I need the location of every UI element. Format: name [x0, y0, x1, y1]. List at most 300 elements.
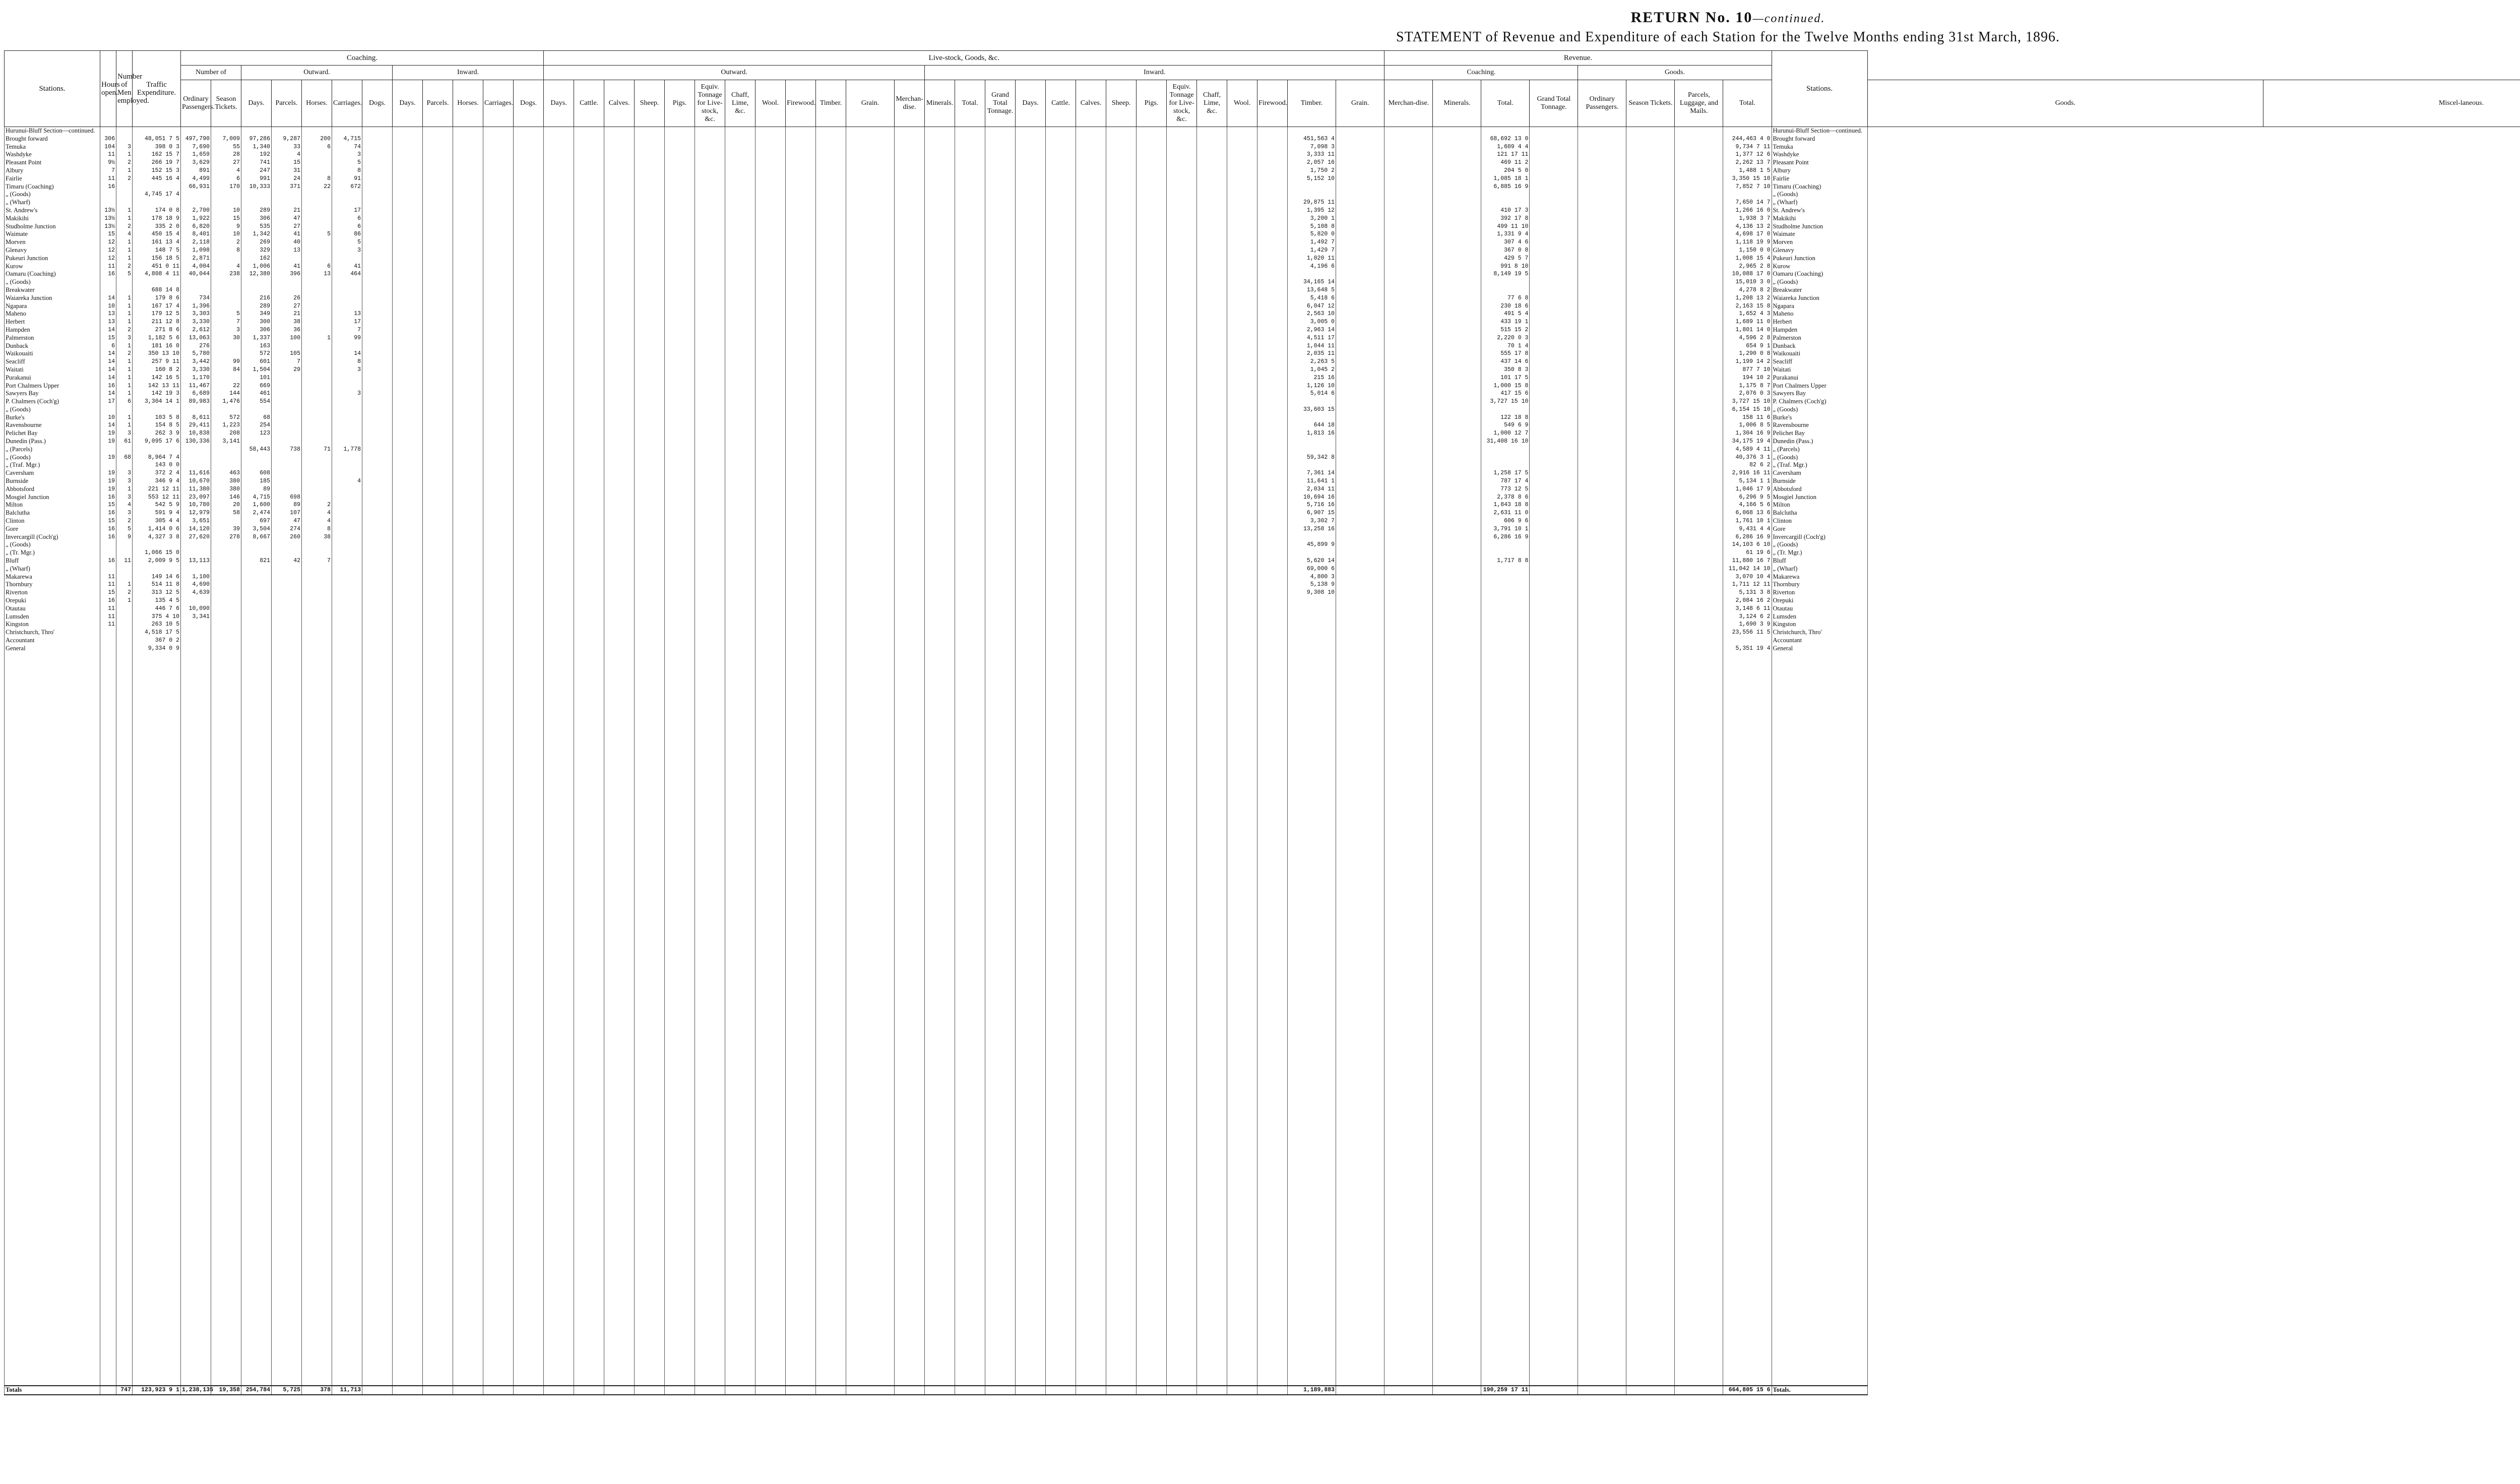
cell-empty	[514, 199, 544, 207]
cell-empty	[1578, 175, 1626, 183]
cell-empty	[1046, 796, 1076, 804]
cell-empty	[695, 589, 725, 597]
cell-passengers	[181, 461, 211, 469]
cell-empty	[1197, 342, 1227, 350]
cell-hours	[100, 278, 116, 286]
table-row	[5, 398, 2520, 406]
cell-hours: 11	[100, 175, 116, 183]
cell-empty	[1675, 517, 1723, 525]
cell-empty	[1257, 613, 1288, 621]
cell-empty	[695, 716, 725, 724]
cell-empty	[1384, 660, 1433, 668]
cell-empty	[1106, 278, 1137, 286]
cell-empty	[846, 724, 895, 732]
cell-empty	[755, 597, 786, 605]
cell-empty	[1106, 255, 1137, 263]
cell-empty	[1106, 549, 1137, 557]
cell-empty	[453, 836, 483, 844]
cell-empty	[116, 812, 133, 820]
cell-empty	[393, 477, 423, 485]
cell-empty	[816, 621, 846, 629]
cell-empty	[1227, 693, 1257, 701]
cell-empty	[116, 653, 133, 661]
cell-empty	[1016, 836, 1046, 844]
cell-station: Hampden	[5, 326, 100, 334]
cell-empty	[514, 135, 544, 143]
cell-empty	[604, 406, 635, 414]
cell-season: 3,141	[211, 438, 241, 446]
cell-empty	[1046, 533, 1076, 541]
cell-empty	[211, 740, 241, 748]
cell-empty	[272, 836, 302, 844]
cell-empty	[1016, 724, 1046, 732]
table-row	[5, 238, 2520, 246]
cell-empty	[1016, 748, 1046, 756]
cell-empty	[725, 438, 755, 446]
cell-empty	[1626, 438, 1675, 446]
cell-empty	[955, 199, 985, 207]
cell-empty	[181, 788, 211, 796]
cell-total-value: 3,124 6 2	[1723, 613, 1772, 621]
cell-empty	[574, 477, 604, 485]
cell-season: 15	[211, 215, 241, 223]
cell-empty	[695, 660, 725, 668]
cell-empty	[423, 804, 453, 812]
cell-empty	[483, 398, 514, 406]
cell-empty	[846, 780, 895, 788]
cell-empty	[423, 461, 453, 469]
cell-empty	[755, 230, 786, 238]
cell-empty	[755, 454, 786, 462]
cell-empty	[1257, 294, 1288, 302]
cell-empty	[1384, 493, 1433, 502]
cell-revenue-total: 1,258 17 5	[1481, 469, 1530, 477]
cell-empty	[423, 828, 453, 836]
cell-season: 5	[211, 310, 241, 318]
cell-empty	[1578, 127, 1626, 135]
cell-empty	[1530, 621, 1578, 629]
cell-empty	[100, 820, 116, 828]
cell-staff	[116, 637, 133, 645]
cell-empty	[955, 485, 985, 493]
cell-empty	[816, 589, 846, 597]
cell-empty	[1167, 740, 1197, 748]
cell-empty	[1227, 868, 1257, 876]
cell-horses: 260	[272, 533, 302, 541]
cell-empty	[1106, 828, 1137, 836]
cell-total-value: 4,596 2 8	[1723, 334, 1772, 342]
cell-empty	[1076, 230, 1106, 238]
cell-empty	[574, 485, 604, 493]
cell-empty	[1530, 597, 1578, 605]
cell-empty	[1723, 780, 1772, 788]
cell-empty	[1076, 485, 1106, 493]
cell-empty	[895, 796, 925, 804]
cell-empty	[362, 438, 393, 446]
cell-empty	[393, 167, 423, 175]
cell-empty	[1167, 191, 1197, 199]
cell-empty	[786, 207, 816, 215]
cell-empty	[1675, 589, 1723, 597]
cell-empty	[985, 318, 1016, 326]
cell-empty	[1772, 844, 1867, 852]
cell-empty	[925, 868, 955, 876]
cell-empty	[1076, 788, 1106, 796]
cell-hours: 19	[100, 477, 116, 485]
cell-empty	[1626, 597, 1675, 605]
cell-empty	[116, 716, 133, 724]
cell-empty	[1772, 716, 1867, 724]
cell-dogs: 86	[332, 230, 362, 238]
cell-empty	[423, 191, 453, 199]
cell-empty	[786, 406, 816, 414]
cell-empty	[1433, 668, 1481, 676]
cell-empty	[786, 238, 816, 246]
cell-empty	[1257, 493, 1288, 502]
cell-empty	[816, 207, 846, 215]
cell-empty	[895, 183, 925, 191]
cell-empty	[453, 135, 483, 143]
cell-empty	[1626, 485, 1675, 493]
cell-empty	[393, 294, 423, 302]
filler-row	[5, 748, 2520, 756]
cell-total-value: 1,150 0 0	[1723, 246, 1772, 255]
cell-tonnage: 3,333 11	[1288, 151, 1336, 159]
cell-empty	[604, 191, 635, 199]
cell-empty	[925, 589, 955, 597]
cell-parcels: 601	[241, 358, 272, 366]
cell-staff	[116, 286, 133, 294]
cell-empty	[1578, 302, 1626, 311]
cell-empty	[1257, 127, 1288, 135]
cell-empty	[695, 263, 725, 271]
cell-empty	[665, 748, 695, 756]
cell-empty	[786, 820, 816, 828]
cell-empty	[544, 748, 574, 756]
cell-empty	[786, 780, 816, 788]
cell-empty	[816, 469, 846, 477]
cell-empty	[393, 255, 423, 263]
cell-empty	[1336, 127, 1384, 135]
cell-staff	[116, 565, 133, 573]
cell-empty	[725, 263, 755, 271]
cell-empty	[362, 270, 393, 278]
cell-empty	[665, 151, 695, 159]
cell-empty	[1626, 668, 1675, 676]
cell-empty	[1046, 820, 1076, 828]
cell-staff: 61	[116, 438, 133, 446]
cell-empty	[544, 223, 574, 231]
cell-empty	[1578, 589, 1626, 597]
cell-empty	[1257, 772, 1288, 780]
cell-empty	[1257, 246, 1288, 255]
cell-empty	[133, 732, 181, 740]
cell-empty	[362, 263, 393, 271]
cell-empty	[816, 549, 846, 557]
cell-passengers: 66,931	[181, 183, 211, 191]
cell-empty	[453, 629, 483, 637]
cell-empty	[846, 693, 895, 701]
cell-empty	[786, 573, 816, 581]
cell-empty	[393, 541, 423, 549]
cell-empty	[1433, 438, 1481, 446]
cell-empty	[955, 215, 985, 223]
cell-empty	[955, 461, 985, 469]
cell-empty	[1336, 708, 1384, 716]
cell-empty	[133, 740, 181, 748]
cell-empty	[846, 191, 895, 199]
cell-empty	[725, 740, 755, 748]
cell-empty	[1336, 685, 1384, 693]
cell-horses: 396	[272, 270, 302, 278]
cell-empty	[895, 167, 925, 175]
cell-traffic-exp: 174 0 8	[133, 207, 181, 215]
cell-empty	[483, 446, 514, 454]
cell-empty	[514, 844, 544, 852]
cell-empty	[635, 565, 665, 573]
cell-empty	[362, 812, 393, 820]
cell-empty	[1626, 693, 1675, 701]
cell-empty	[1016, 780, 1046, 788]
cell-empty	[1675, 764, 1723, 772]
table-row	[5, 350, 2520, 358]
cell-traffic-exp: 367 0 2	[133, 637, 181, 645]
cell-empty	[816, 637, 846, 645]
cell-empty	[1137, 255, 1167, 263]
cell-season: 20	[211, 501, 241, 509]
cell-season: 58	[211, 509, 241, 517]
cell-empty	[544, 469, 574, 477]
cell-empty	[1076, 676, 1106, 685]
cell-empty	[786, 525, 816, 533]
cell-empty	[1288, 724, 1336, 732]
cell-empty	[483, 828, 514, 836]
cell-empty	[453, 151, 483, 159]
cell-empty	[1675, 796, 1723, 804]
cell-empty	[665, 493, 695, 502]
cell-empty	[302, 724, 332, 732]
cell-parcels	[241, 461, 272, 469]
cell-empty	[574, 438, 604, 446]
cell-staff: 2	[116, 589, 133, 597]
cell-empty	[1578, 501, 1626, 509]
cell-empty	[1106, 302, 1137, 311]
cell-empty	[925, 581, 955, 589]
cell-empty	[574, 565, 604, 573]
cell-empty	[955, 334, 985, 342]
cell-carriages	[302, 549, 332, 557]
cell-empty	[1227, 215, 1257, 223]
cell-empty	[985, 844, 1016, 852]
cell-empty	[5, 820, 100, 828]
cell-empty	[1433, 238, 1481, 246]
cell-empty	[1336, 660, 1384, 668]
cell-empty	[604, 820, 635, 828]
cell-empty	[1257, 446, 1288, 454]
cell-empty	[453, 438, 483, 446]
cell-empty	[453, 708, 483, 716]
cell-empty	[362, 501, 393, 509]
cell-empty	[544, 414, 574, 422]
cell-empty	[181, 852, 211, 860]
cell-passengers	[181, 549, 211, 557]
cell-empty	[1076, 605, 1106, 613]
cell-empty	[604, 764, 635, 772]
cell-empty	[393, 868, 423, 876]
cell-empty	[786, 255, 816, 263]
cell-empty	[665, 310, 695, 318]
cell-empty	[1433, 716, 1481, 724]
cell-parcels	[241, 549, 272, 557]
cell-empty	[985, 693, 1016, 701]
cell-station: „ (Goods)	[5, 278, 100, 286]
cell-empty	[362, 852, 393, 860]
cell-empty	[453, 509, 483, 517]
cell-empty	[211, 828, 241, 836]
cell-dogs	[332, 501, 362, 509]
cell-empty	[786, 358, 816, 366]
cell-empty	[211, 660, 241, 668]
cell-staff: 3	[116, 493, 133, 502]
filler-row	[5, 685, 2520, 693]
cell-empty	[1433, 509, 1481, 517]
cell-empty	[695, 645, 725, 653]
cell-empty	[1336, 740, 1384, 748]
cell-station: „ (Goods)	[5, 541, 100, 549]
cell-empty	[1046, 438, 1076, 446]
cell-empty	[755, 732, 786, 740]
cell-empty	[393, 621, 423, 629]
cell-empty	[514, 859, 544, 868]
cell-empty	[453, 796, 483, 804]
cell-passengers: 2,700	[181, 207, 211, 215]
cell-empty	[1723, 748, 1772, 756]
cell-empty	[955, 685, 985, 693]
cell-empty	[1384, 509, 1433, 517]
cell-empty	[1626, 286, 1675, 294]
cell-empty	[665, 812, 695, 820]
cell-empty	[1197, 438, 1227, 446]
cell-empty	[665, 175, 695, 183]
cell-empty	[302, 740, 332, 748]
cell-empty	[423, 660, 453, 668]
cell-empty	[423, 286, 453, 294]
cell-empty	[1384, 637, 1433, 645]
cell-empty	[574, 215, 604, 223]
cell-empty	[635, 406, 665, 414]
cell-empty	[895, 469, 925, 477]
cell-empty	[1227, 429, 1257, 438]
cell-empty	[1137, 716, 1167, 724]
cell-empty	[1106, 199, 1137, 207]
cell-empty	[453, 685, 483, 693]
cell-empty	[544, 541, 574, 549]
cell-empty	[1046, 334, 1076, 342]
cell-empty	[100, 748, 116, 756]
cell-empty	[665, 756, 695, 764]
cell-empty	[985, 501, 1016, 509]
cell-horses: 24	[272, 175, 302, 183]
filler-row	[5, 772, 2520, 780]
cell-empty	[1626, 493, 1675, 502]
cell-empty	[332, 668, 362, 676]
cell-empty	[1433, 230, 1481, 238]
cell-empty	[1481, 676, 1530, 685]
cell-empty	[925, 796, 955, 804]
cell-carriages	[302, 310, 332, 318]
cell-empty	[393, 199, 423, 207]
cell-empty	[1626, 223, 1675, 231]
cell-empty	[604, 772, 635, 780]
cell-empty	[453, 844, 483, 852]
cell-empty	[1016, 859, 1046, 868]
cell-empty	[695, 255, 725, 263]
cell-tonnage: 215 16	[1288, 374, 1336, 382]
cell-station: Kurow	[5, 263, 100, 271]
cell-empty	[1626, 143, 1675, 151]
cell-empty	[1227, 414, 1257, 422]
cell-empty	[846, 828, 895, 836]
cell-empty	[453, 621, 483, 629]
cell-empty	[725, 708, 755, 716]
cell-empty	[483, 382, 514, 390]
cell-empty	[1016, 406, 1046, 414]
cell-empty	[816, 461, 846, 469]
cell-empty	[1137, 390, 1167, 398]
cell-empty	[895, 724, 925, 732]
cell-empty	[1016, 756, 1046, 764]
cell-empty	[1257, 350, 1288, 358]
cell-carriages	[302, 421, 332, 429]
cell-empty	[393, 605, 423, 613]
cell-empty	[1076, 302, 1106, 311]
cell-empty	[816, 700, 846, 708]
cell-empty	[453, 183, 483, 191]
cell-empty	[1227, 621, 1257, 629]
header-revenue: Revenue.	[1384, 51, 1772, 66]
cell-empty	[846, 215, 895, 223]
cell-empty	[514, 525, 544, 533]
cell-passengers: 2,118	[181, 238, 211, 246]
cell-empty	[925, 270, 955, 278]
cell-empty	[393, 740, 423, 748]
cell-empty	[1106, 350, 1137, 358]
cell-empty	[1167, 278, 1197, 286]
cell-empty	[725, 716, 755, 724]
cell-empty	[483, 732, 514, 740]
cell-season: 1,223	[211, 421, 241, 429]
cell-empty	[985, 589, 1016, 597]
cell-empty	[1137, 302, 1167, 311]
cell-empty	[544, 366, 574, 374]
cell-empty	[332, 812, 362, 820]
cell-empty	[1578, 310, 1626, 318]
cell-passengers: 2,871	[181, 255, 211, 263]
cell-revenue-total	[1481, 199, 1530, 207]
cell-empty	[1257, 621, 1288, 629]
cell-empty	[241, 852, 272, 860]
cell-empty	[604, 302, 635, 311]
cell-total-value: 2,163 15 8	[1723, 302, 1772, 311]
cell-empty	[453, 533, 483, 541]
cell-empty	[786, 668, 816, 676]
cell-empty	[1530, 708, 1578, 716]
cell-empty	[133, 693, 181, 701]
cell-empty	[1578, 183, 1626, 191]
cell-empty	[755, 685, 786, 693]
cell-empty	[1046, 167, 1076, 175]
cell-empty	[1106, 573, 1137, 581]
